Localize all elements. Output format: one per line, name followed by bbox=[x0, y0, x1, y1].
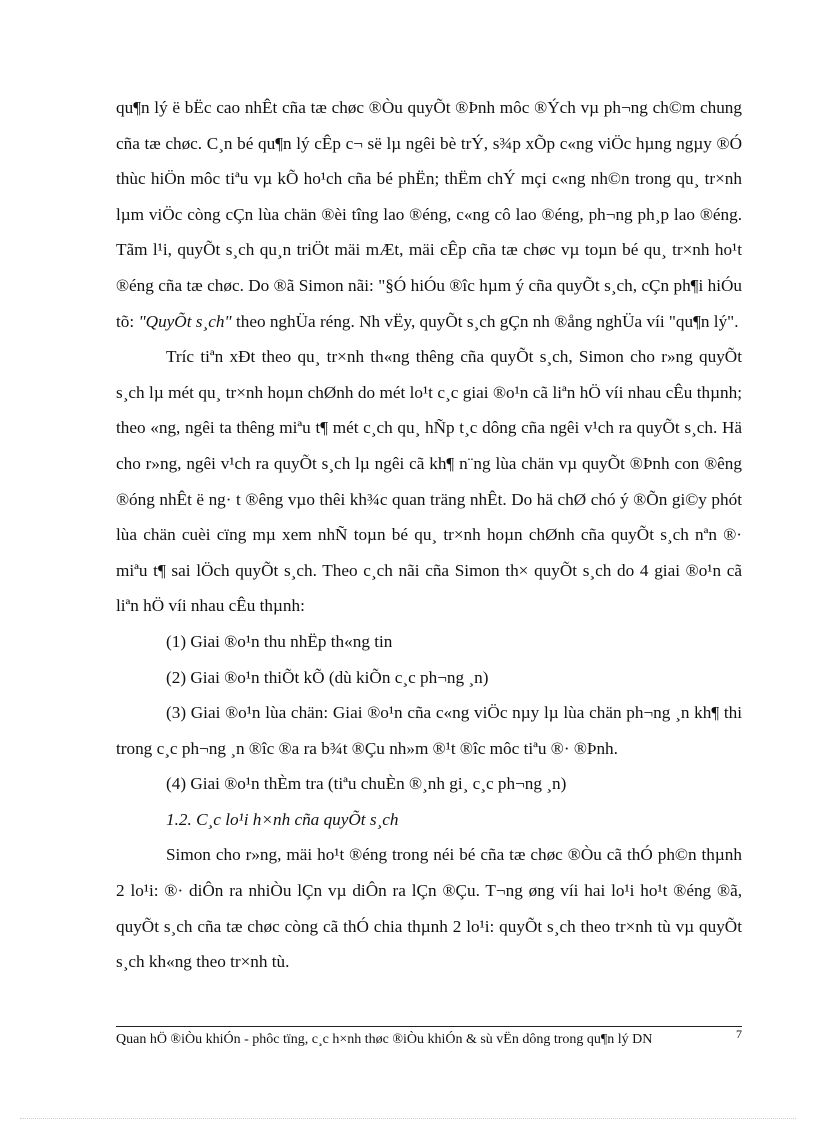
page-number: 7 bbox=[736, 1027, 742, 1041]
footer-divider bbox=[116, 1026, 742, 1027]
list-item: (3) Giai ®o¹n lùa chän: Giai ®o¹n cña c«ng viÖc nµy lµ lùa chän ph¬ng ¸n kh¶ thi trong c¸c ph¬ng ¸n ®îc ®a ra b¾t ®Çu nh»m ®¹t ®îc môc tiªu ®· ®Þnh. bbox=[116, 703, 742, 758]
document-body bbox=[116, 90, 742, 980]
paragraph bbox=[116, 90, 742, 339]
list-item: (2) Giai ®o¹n thiÕt kÕ (dù kiÕn c¸c ph¬ng ¸n) bbox=[166, 667, 489, 687]
list-item: (4) Giai ®o¹n thÈm tra (tiªu chuÈn ®¸nh gi¸ c¸c ph¬ng ¸n) bbox=[166, 774, 567, 794]
section-heading: 1.2. C¸c lo¹i h×nh cña quyÕt s¸ch bbox=[166, 809, 399, 829]
page-bottom-border bbox=[20, 1118, 796, 1119]
footer-text: Quan hÖ ®iÒu khiÓn - phôc tïng, c¸c h×nh thøc ®iÒu khiÓn & sù vËn dông trong qu¶n lý DN bbox=[116, 1032, 653, 1047]
paragraph-text: qu¶n lý ë bËc cao nhÊt cña tæ chøc ®Òu quyÕt ®Þnh môc ®Ých vµ ph¬ng ch©m chung cña tæ chøc. C¸n bé qu¶n lý cÊp c¬ së lµ ngêi bè trÝ, s¾p xÕp c«ng viÖc hµng ngµy ®Ó thùc hiÖn môc tiªu vµ kÕ ho¹ch cña bé phËn; thËm chÝ mçi c«ng nh©n trong qu¸ tr×nh lµm viÖc còng cÇn lùa chän ®èi tîng lao ®éng, c«ng cô lao ®éng, ph¬ng ph¸p lao ®éng. Tãm l¹i, quyÕt s¸ch qu¸n triÖt mäi mÆt, mäi cÊp cña tæ chøc vµ toµn bé qu¸ tr×nh ho¹t ®éng cña tæ chøc. Do ®ã Simon nãi: "§Ó hiÓu ®îc hµm ý cña quyÕt s¸ch, cÇn ph¶i hiÓu tõ: bbox=[116, 98, 742, 331]
paragraph: Tríc tiªn xÐt theo qu¸ tr×nh th«ng thêng cña quyÕt s¸ch, Simon cho r»ng quyÕt s¸ch lµ mét qu¸ tr×nh hoµn chØnh do mét lo¹t c¸c giai ®o¹n cã liªn hÖ víi nhau cÊu thµnh; theo «ng, ngêi ta thêng miªu t¶ mét c¸ch qu¸ hÑp t¸c dông cña ngêi v¹ch ra quyÕt s¸ch. Hä cho r»ng, ngêi v¹ch ra quyÕt s¸ch lµ ngêi cã kh¶ n¨ng lùa chän vµ quyÕt ®Þnh con ®êng ®óng nhÊt ë ng· t ®êng vµo thêi kh¾c quan träng nhÊt. Do hä chØ chó ý ®Õn gi©y phót lùa chän cuèi cïng mµ xem nhÑ toµn bé qu¸ tr×nh hoµn chØnh cña quyÕt s¸ch nªn ®· miªu t¶ sai lÖch quyÕt s¸ch. Theo c¸ch nãi cña Simon th× quyÕt s¸ch do 4 giai ®o¹n cã liªn hÖ víi nhau cÊu thµnh: bbox=[116, 347, 742, 616]
paragraph: Simon cho r»ng, mäi ho¹t ®éng trong néi bé cña tæ chøc ®Òu cã thÓ ph©n thµnh 2 lo¹i: ®· diÔn ra nhiÒu lÇn vµ diÔn ra lÇn ®Çu. T¬ng øng víi hai lo¹i ho¹t ®éng ®ã, quyÕt s¸ch cña tæ chøc còng cã thÓ chia thµnh 2 lo¹i: quyÕt s¸ch theo tr×nh tù vµ quyÕt s¸ch kh«ng theo tr×nh tù. bbox=[116, 845, 742, 972]
list-item: (1) Giai ®o¹n thu nhËp th«ng tin bbox=[166, 631, 393, 651]
italic-term: "QuyÕt s¸ch" bbox=[138, 311, 232, 331]
paragraph-text: theo nghÜa réng. Nh vËy, quyÕt s¸ch gÇn nh ®ång nghÜa víi "qu¶n lý". bbox=[231, 311, 739, 331]
page-footer bbox=[116, 1027, 756, 1050]
